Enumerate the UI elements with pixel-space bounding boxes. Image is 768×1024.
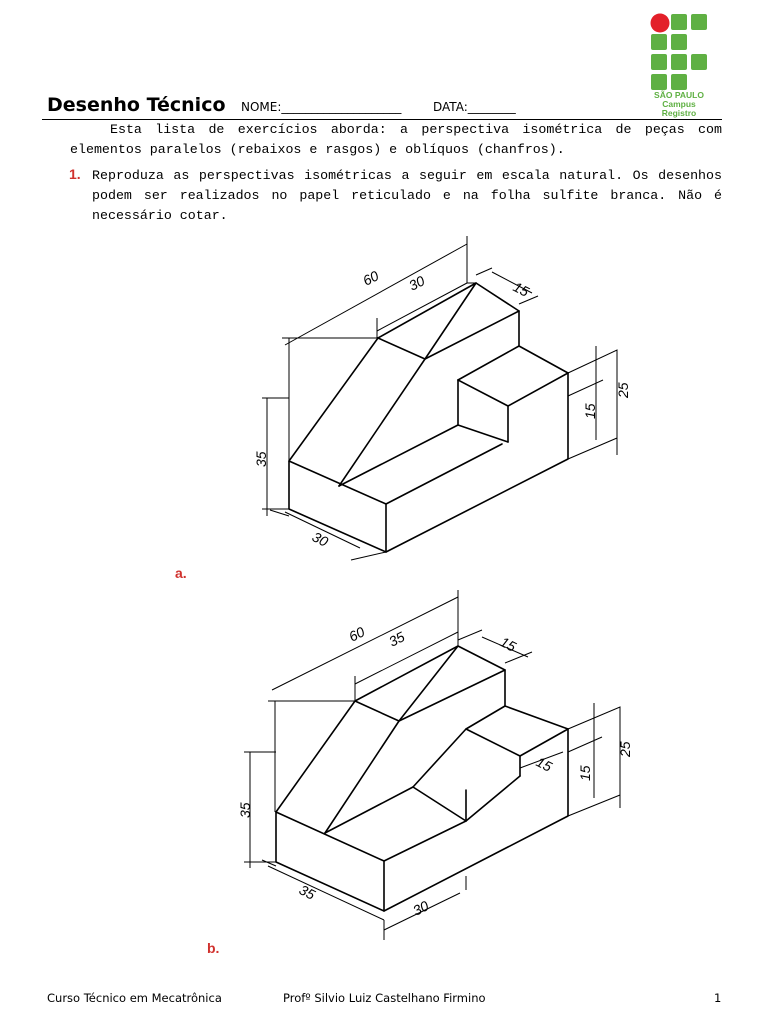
figure-b-dim-top-partial: 35 bbox=[386, 628, 408, 650]
figure-b-dim-top-total: 60 bbox=[346, 623, 368, 645]
figure-b-dim-right-total: 25 bbox=[617, 741, 633, 757]
figure-b-dim-depth-top: 15 bbox=[497, 633, 519, 655]
figure-b-dim-step-depth: 15 bbox=[533, 753, 555, 775]
logo-line-2: Campus Registro bbox=[661, 99, 697, 118]
question-text: Reproduza as perspectivas isométricas a seguir em escala natural. Os desenhos podem ser realizados no papel reticulado e na folha sulfite branca. Não é necessário cotar. bbox=[92, 168, 722, 223]
figure-b-dim-depth-bottom: 35 bbox=[296, 881, 318, 903]
figure-a-dim-depth-top: 15 bbox=[510, 278, 532, 300]
figure-b-dim-height: 35 bbox=[237, 802, 253, 818]
footer-professor: Profº Silvio Luiz Castelhano Firmino bbox=[283, 991, 486, 1005]
figure-a-dim-depth-bottom: 30 bbox=[309, 528, 331, 550]
date-field: DATA:________ bbox=[433, 100, 516, 114]
figure-b-dim-width-bottom: 30 bbox=[410, 897, 432, 919]
figure-a-dim-top-partial: 30 bbox=[406, 272, 428, 294]
figure-b-label: b. bbox=[207, 940, 220, 956]
logo-line-1: SÃO PAULO bbox=[654, 90, 704, 100]
figure-a-dim-right-partial: 15 bbox=[582, 403, 598, 419]
figure-b-dim-right-partial: 15 bbox=[577, 765, 593, 781]
figure-a-label: a. bbox=[175, 565, 187, 581]
figure-a-dim-right-total: 25 bbox=[615, 382, 631, 398]
figure-a-dim-height: 35 bbox=[253, 451, 269, 467]
name-field: NOME:____________________ bbox=[241, 100, 402, 114]
intro-text: Esta lista de exercícios aborda: a perspectiva isométrica de peças com elementos paralelos (rebaixos e rasgos) e oblíquos (chanfros). bbox=[70, 122, 722, 157]
footer-page-number: 1 bbox=[714, 991, 722, 1005]
course-title: Desenho Técnico bbox=[47, 94, 226, 116]
footer-course: Curso Técnico em Mecatrônica bbox=[47, 991, 222, 1005]
figure-a-dim-top-total: 60 bbox=[360, 267, 382, 289]
question-number: 1. bbox=[69, 166, 81, 182]
